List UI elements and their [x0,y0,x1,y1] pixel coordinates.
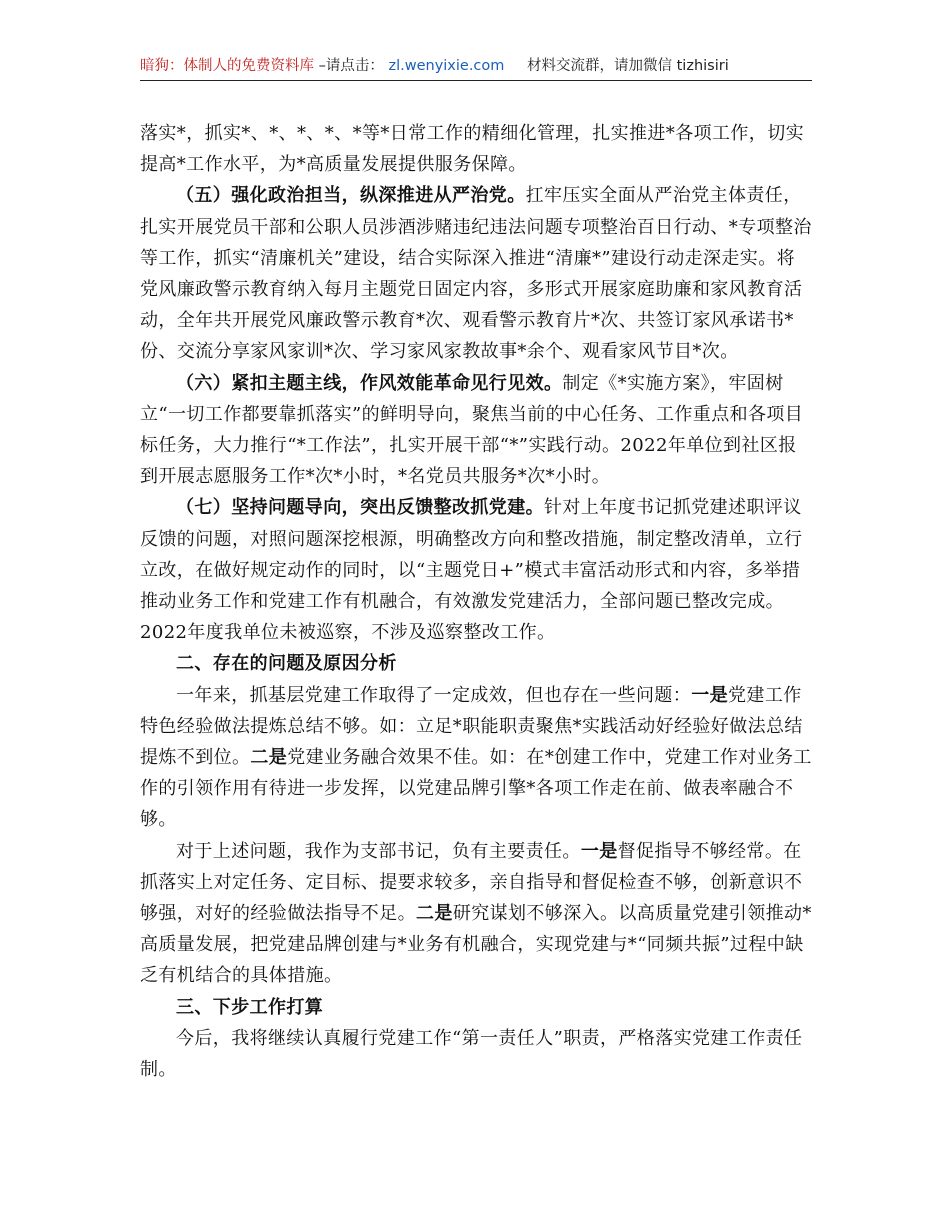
paragraph-continuation: 落实*，抓实*、*、*、*、*等*日常工作的精细化管理，扎实推进*各项工作，切实提高*工作水平，为*高质量发展提供服务保障。 [140,123,804,176]
section-5-body: 扛牢压实全面从严治党主体责任，扎实开展党员干部和公职人员涉酒涉赌违纪违法问题专项整治百日行动、*专项整治等工作，抓实“清廉机关”建设，结合实际深入推进“清廉*”建设行动走深走实。将党风廉政警示教育纳入每月主题党日固定内容，多形式开展家庭助廉和家风教育活动，全年共开展党风廉政警示教育*次、观看警示教育片*次、共签订家风承诺书*份、交流分享家风家训*次、学习家风家教故事*余个、观看家风节目*次。 [140,185,812,363]
contact-info: 材料交流群，请加微信 tizhisiri [527,58,729,74]
click-prompt: –请点击： [318,58,384,74]
problems-first-marker: 一是 [691,684,729,706]
paragraph-section-5 [140,180,812,367]
problems-second-marker: 二是 [250,747,288,769]
causes-first: 督促指导不够经常。在抓落实上对定任务、定目标、提要求较多，亲自指导和督促检查不够，创新意识不够强，对好的经验做法指导不足。 [140,840,803,925]
paragraph-next-steps: 今后，我将继续认真履行党建工作“第一责任人”职责，严格落实党建工作责任制。 [140,1027,803,1081]
section-7-body: 针对上年度书记抓党建述职评议反馈的问题，对照问题深挖根源，明确整改方向和整改措施，制定整改清单，立行立改，在做好规定动作的同时，以“主题党日+”模式丰富活动形式和内容，多举措推动业务工作和党建工作有机融合，有效激发党建活力，全部问题已整改完成。2022年度我单位未被巡察，不涉及巡察整改工作。 [140,497,803,644]
causes-second: 研究谋划不够深入。以高质量党建引领推动*高质量发展，把党建品牌创建与*业务有机融合，实现党建与*“同频共振”过程中缺乏有机结合的具体措施。 [140,903,812,987]
paragraph-section-6 [140,368,812,493]
causes-first-marker: 一是 [580,840,618,862]
section-6-heading: （六）紧扣主题主线，作风效能革命见行见效。 [176,372,563,394]
site-name: 暗狗：体制人的免费资料库 [140,58,314,74]
causes-second-marker: 二是 [416,903,453,925]
section-7-heading: （七）坚持问题导向，突出反馈整改抓党建。 [176,497,544,519]
problems-intro: 一年来，抓基层党建工作取得了一定成效，但也存在一些问题： [176,684,692,706]
problems-second: 党建业务融合效果不佳。如：在*创建工作中，党建工作对业务工作的引领作用有待进一步发挥，以党建品牌引擎*各项工作走在前、做表率融合不够。 [140,747,812,831]
document-body [140,118,812,1085]
section-6-body: 制定《*实施方案》，牢固树立“一切工作都要靠抓落实”的鲜明导向，聚焦当前的中心任务、工作重点和各项目标任务，大力推行“*工作法”，扎实开展干部“*”实践行动。2022年单位到社区报到开展志愿服务工作*次*小时，*名党员共服务*次*小时。 [140,372,804,488]
heading-problems: 二、存在的问题及原因分析 [176,653,397,675]
heading-next-steps: 三、下步工作打算 [176,996,324,1018]
page-header [140,56,812,76]
problems-first: 党建工作特色经验做法提炼总结不够。如：立足*职能职责聚焦*实践活动好经验好做法总结提炼不到位。 [140,684,803,769]
paragraph-problems [140,680,812,836]
paragraph-causes [140,836,812,992]
section-5-heading: （五）强化政治担当，纵深推进从严治党。 [176,185,526,207]
paragraph-section-7 [140,492,812,648]
header-divider [140,80,812,81]
site-url-link[interactable]: zl.wenyixie.com [388,58,505,74]
causes-intro: 对于上述问题，我作为支部书记，负有主要责任。 [176,840,581,862]
